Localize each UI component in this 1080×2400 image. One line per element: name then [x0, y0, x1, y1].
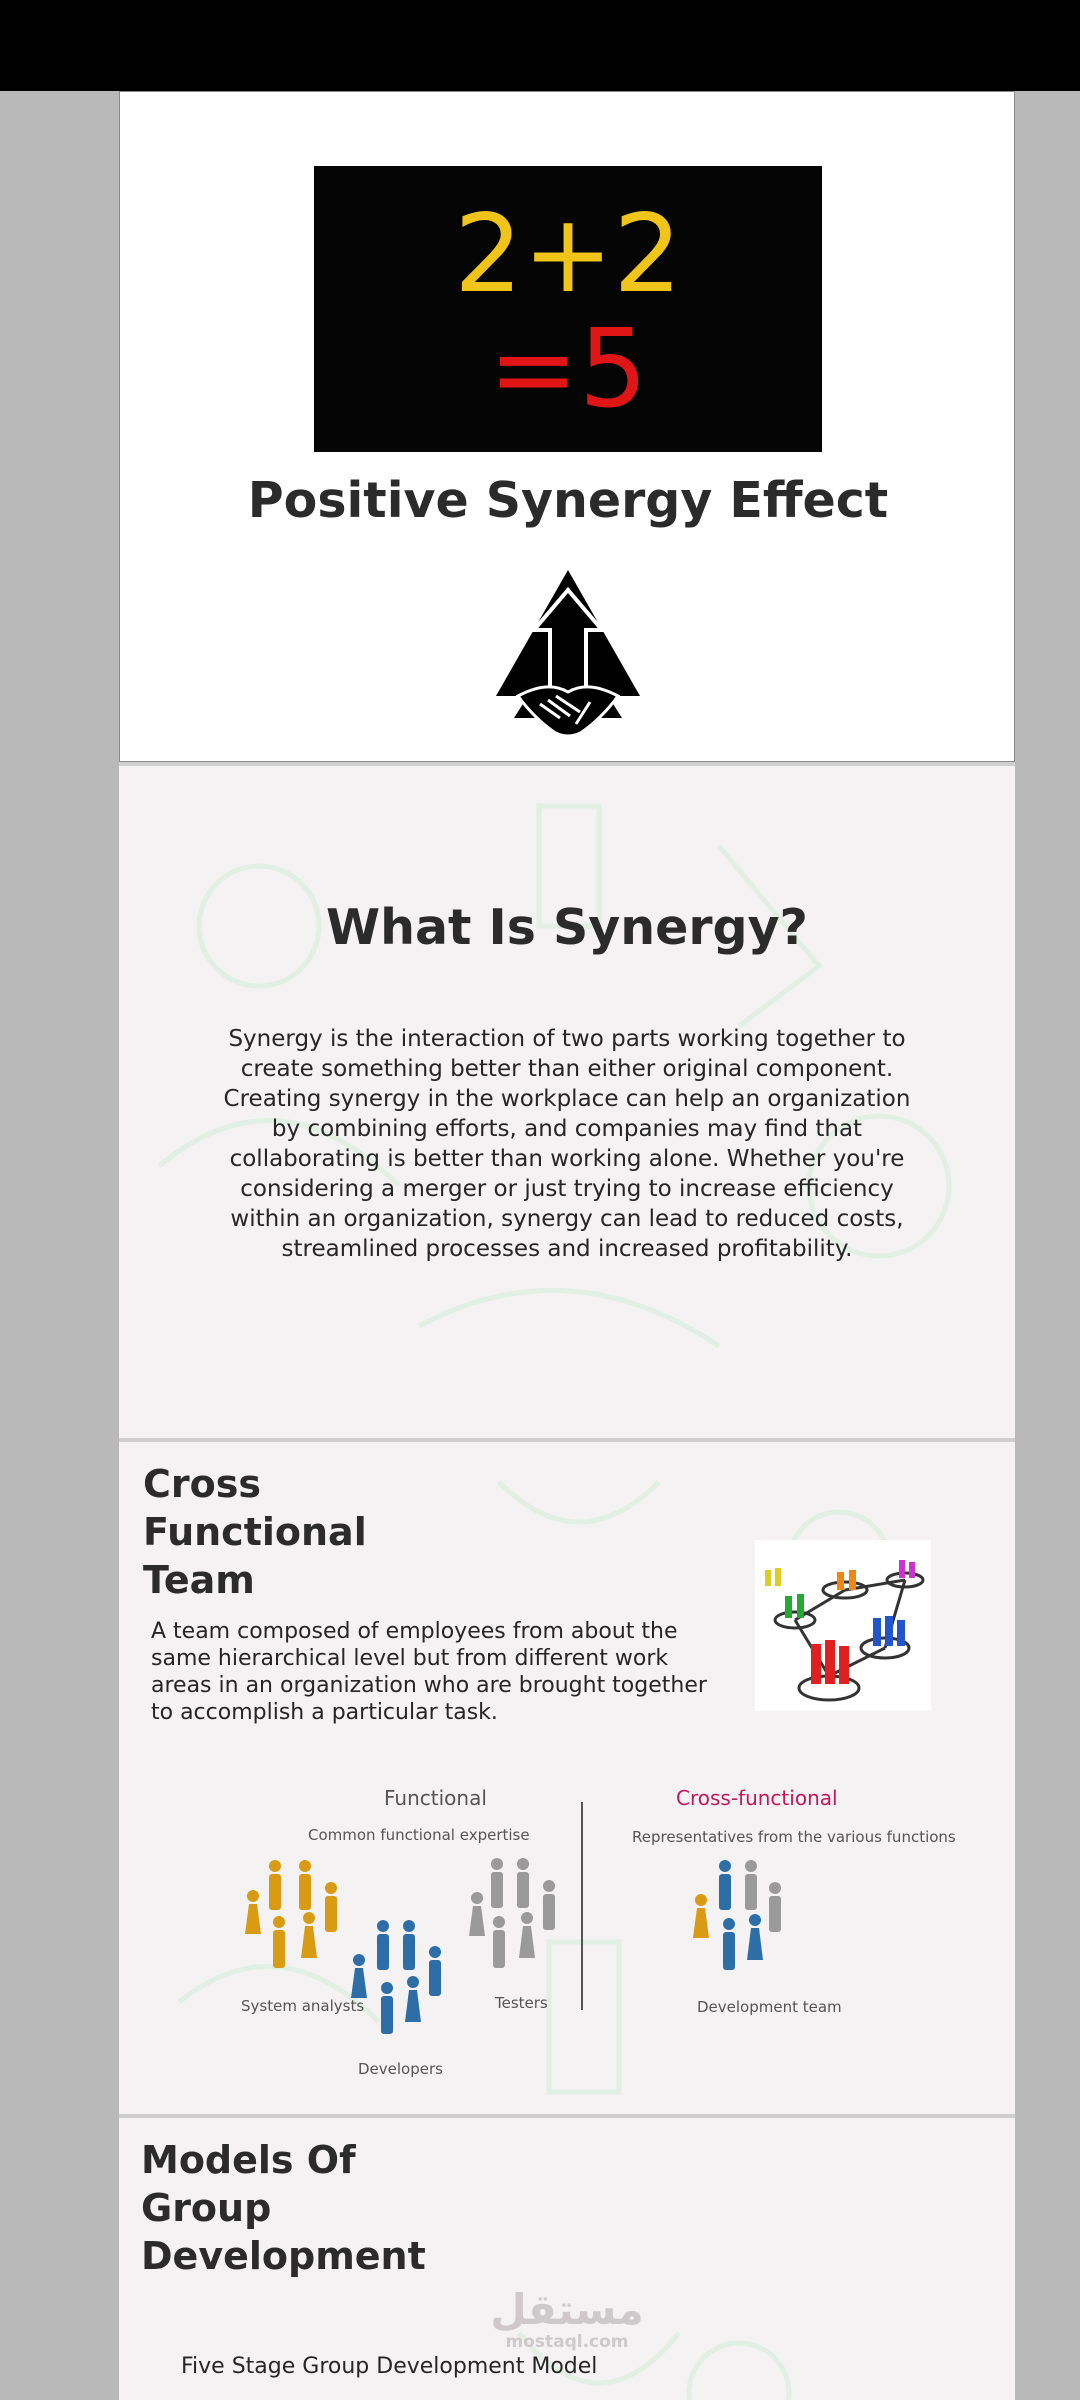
functional-heading: Functional — [384, 1786, 487, 1810]
synergy-definition: Synergy is the interaction of two parts working together to create something better than either original component. Creating synergy in the workplace can help an organization by combining efforts, and companies may find that collaborating is better than working alone. Whether you're considering a merger or just trying to increase efficiency within an organization, synergy can lead to reduced costs, streamlined processes and increased profitability. — [223, 1026, 911, 1262]
synergy-handshake-icon — [490, 568, 646, 740]
development-team-people-icon — [689, 1858, 799, 1978]
slide-what-is-synergy — [119, 766, 1015, 1438]
cross-functional-subtitle: Representatives from the various functions — [632, 1828, 956, 1846]
cross-functional-description: A team composed of employees from about the same hierarchical level but from different work areas in an organization who are brought together to accomplish a particular task. — [151, 1619, 707, 1725]
developers-label: Developers — [358, 2060, 443, 2078]
watermark-arabic: مستقل — [490, 2285, 644, 2334]
slide-title: What Is Synergy? — [326, 899, 808, 956]
math-line-1: 2+2 — [454, 192, 682, 317]
model-label: Five Stage Group Development Model — [181, 2354, 598, 2379]
cross-functional-heading: Cross-functional — [676, 1786, 838, 1810]
mostaql-watermark — [467, 2285, 667, 2352]
slide-cross-functional-team — [119, 1442, 1015, 2114]
math-line-2: =5 — [488, 307, 648, 432]
slide-positive-synergy — [119, 91, 1015, 762]
testers-people-icon — [467, 1856, 567, 1976]
developers-people-icon — [347, 1918, 457, 2038]
functional-subtitle: Common functional expertise — [308, 1826, 530, 1844]
system-analysts-people-icon — [239, 1858, 349, 1978]
slide-title: Cross Functional Team — [143, 1462, 367, 1602]
development-team-label: Development team — [697, 1998, 842, 2016]
slide-models-of-group-development — [119, 2118, 1015, 2400]
slide-title: Positive Synergy Effect — [247, 472, 889, 529]
top-status-bar — [0, 0, 1080, 91]
math-chalkboard-image — [314, 166, 822, 452]
slide-title: Models Of Group Development — [141, 2138, 426, 2278]
diagram-divider — [581, 1802, 583, 2010]
team-structure-diagram — [219, 1768, 956, 2098]
watermark-latin: mostaql.com — [505, 2332, 629, 2352]
testers-label: Testers — [495, 1994, 548, 2012]
system-analysts-label: System analysts — [241, 1997, 365, 2015]
team-network-image — [755, 1540, 931, 1711]
